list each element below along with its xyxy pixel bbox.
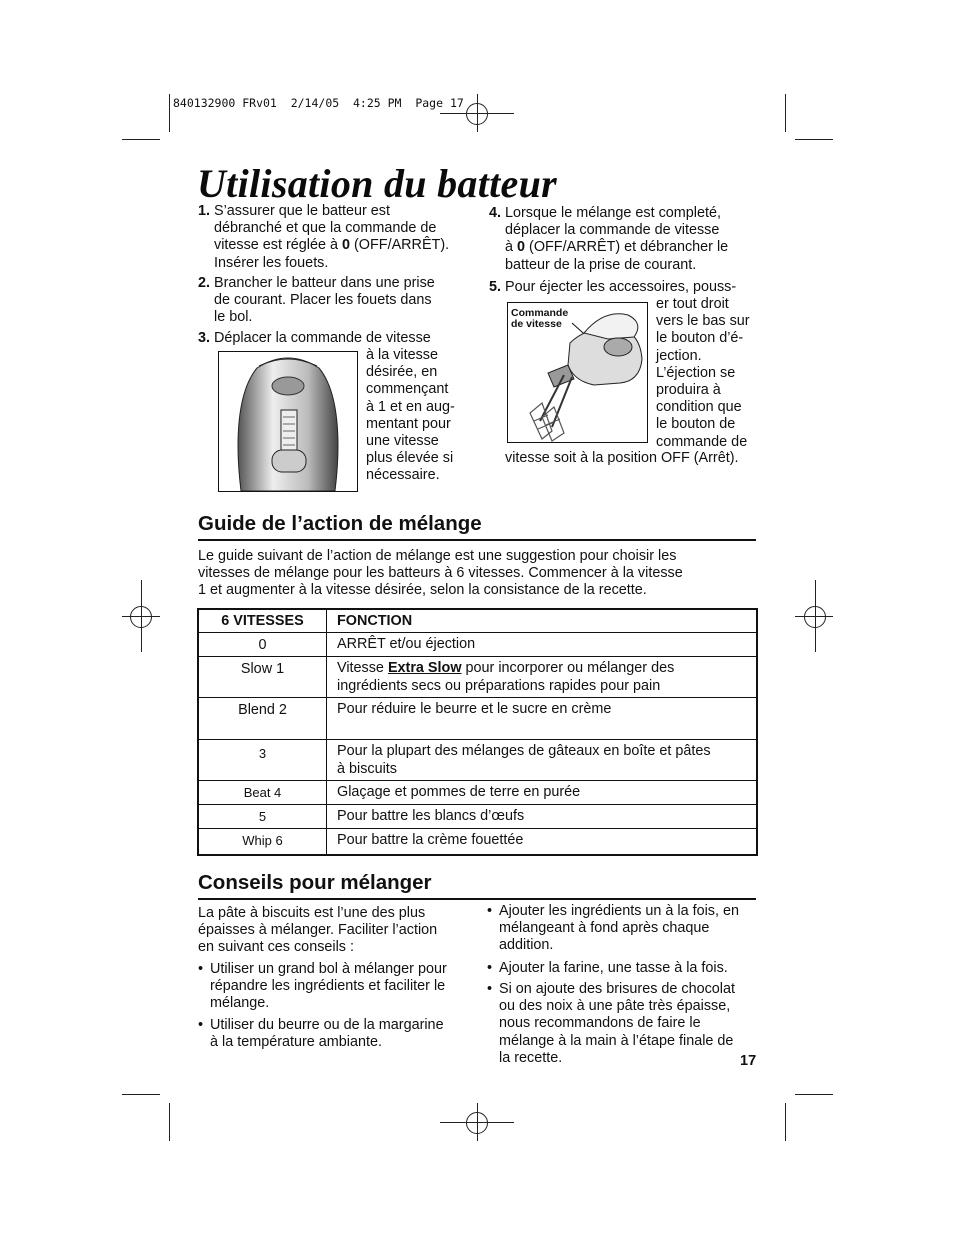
crop-mark [169,1103,170,1141]
tip-item: • Utiliser un grand bol à mélanger pour répandre les ingrédients et faciliter le mélange. [198,961,447,1012]
print-slug: 840132900 FRv01 2/14/05 4:25 PM Page 17 [173,96,464,110]
page-title: Utilisation du batteur [197,161,558,206]
registration-line [141,580,142,652]
table-header-row [198,609,757,633]
table-row: 0 ARRÊT et/ou éjection [198,633,757,657]
tips-intro: La pâte à biscuits est l’une des plus épaisses à mélanger. Faciliter l’action en suivant ces conseils : [198,905,438,956]
guide-heading: Guide de l’action de mélange [198,512,482,535]
table-row: 5 Pour battre les blancs d’œufs [198,805,757,829]
registration-line [795,616,833,617]
mixer-eject-figure [507,302,648,443]
registration-line [477,1103,478,1141]
tip-item: • Si on ajoute des brisures de chocolat ou des noix à une pâte très épaisse, nous recommandons de faire le mélange à la main à l’étape finale de la recette. [487,981,735,1066]
speed-table [197,608,758,856]
step-3-continued: à la vitesse désirée, en commençant à 1 et en aug- mentant pour une vitesse plus élevée si nécessaire. [366,347,455,484]
step-5-continued: er tout droit vers le bas sur le bouton d’é- jection. L’éjection se produira à condition que le bouton de commande de [656,296,750,450]
section-rule [198,539,756,541]
mixer-top-figure [218,351,358,492]
tips-heading: Conseils pour mélanger [198,871,432,894]
column-header-speed: 6 VITESSES [198,609,327,633]
tip-item: • Ajouter les ingrédients un à la fois, en mélangeant à fond après chaque addition. [487,903,739,954]
step-3: 3. Déplacer la commande de vitesse [198,330,431,346]
crop-mark [795,139,833,140]
table-row: 3 Pour la plupart des mélanges de gâteaux en boîte et pâtes à biscuits [198,740,757,781]
registration-line [477,94,478,132]
guide-intro: Le guide suivant de l’action de mélange est une suggestion pour choisir les vitesses de mélange pour les batteurs à 6 vitesses. Commencer à la vitesse 1 et augmenter à la vitesse désirée, selon la consistance de la recette. [198,548,683,599]
step-4: 4. Lorsque le mélange est completé, déplacer la commande de vitesse à 0 (OFF/ARRÊT) et débrancher le batteur de la prise de courant. [489,205,729,273]
step-5-last-line: vitesse soit à la position OFF (Arrêt). [505,450,739,466]
table-row: Beat 4 Glaçage et pommes de terre en purée [198,781,757,805]
crop-mark [122,139,160,140]
crop-mark [785,94,786,132]
mixer-top-icon [219,352,357,491]
step-5: 5. Pour éjecter les accessoires, pouss- [489,279,737,295]
table-row: Whip 6 Pour battre la crème fouettée [198,829,757,855]
page-number: 17 [740,1053,757,1069]
crop-mark [169,94,170,132]
step-1: 1. S’assurer que le batteur est débranché et que la commande de vitesse est réglée à 0 (OFF/ARRÊT). Insérer les fouets. [198,203,450,271]
crop-mark [785,1103,786,1141]
crop-mark [795,1094,833,1095]
section-rule [198,898,756,900]
step-2: 2. Brancher le batteur dans une prise de courant. Placer les fouets dans le bol. [198,275,435,326]
column-header-function: FONCTION [327,609,758,633]
tip-item: • Ajouter la farine, une tasse à la fois. [487,960,728,976]
speed-control-label: Commande de vitesse [511,307,569,330]
tip-item: • Utiliser du beurre ou de la margarine à la température ambiante. [198,1017,444,1051]
crop-mark [122,1094,160,1095]
registration-line [815,580,816,652]
table-row: Blend 2 Pour réduire le beurre et le sucre en crème [198,698,757,740]
table-row: Slow 1 Vitesse Extra Slow pour incorporer ou mélanger des ingrédients secs ou préparations rapides pour pain [198,657,757,698]
